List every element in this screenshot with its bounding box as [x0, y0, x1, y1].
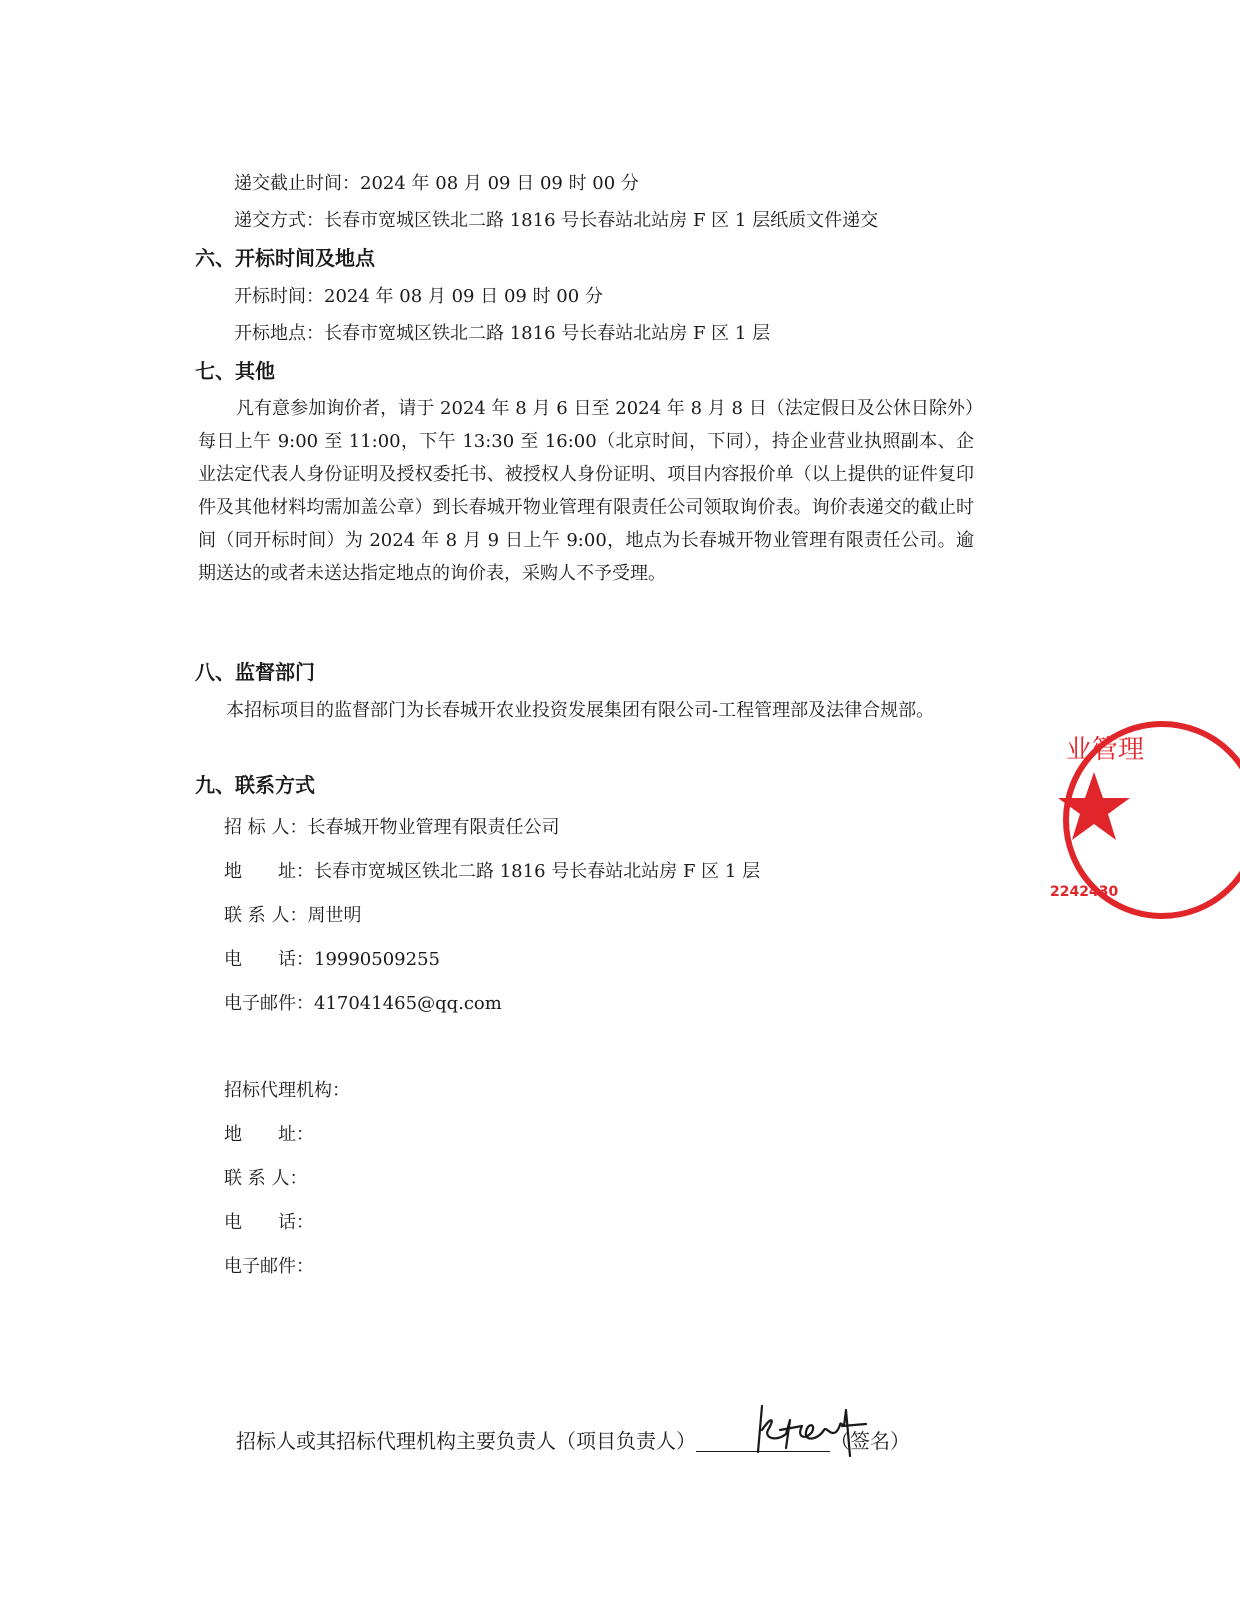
phone-label: 电 话：: [224, 949, 314, 970]
phone-value: 19990509255: [314, 949, 440, 970]
heading-bid-opening: 六、开标时间及地点: [195, 246, 375, 270]
other-paragraph: 凡有意参加询价者，请于 2024 年 8 月 6 日至 2024 年 8 月 8 日（法定假日及公休日除外）每日上午 9:00 至 11:00，下午 13:30 至 16:00（北京时间，下同），持企业营业执照副本、企业法定代表人身份证明及授权委托书、被授权人身份证明、项目内容报价单（以上提供的证件复印件及其他材料均需加盖公章）到长春城开物业管理有限责任公司领取询价表。询价表递交的截止时间（同开标时间）为 2024 年 8 月 9 日上午 9:00，地点为长春城开物业管理有限责任公司。逾期送达的或者未送达指定地点的询价表，采购人不予受理。: [198, 398, 974, 584]
heading-supervision: 八、监督部门: [195, 660, 315, 684]
signature-prefix: 招标人或其招标代理机构主要负责人（项目负责人）: [236, 1429, 696, 1453]
seal-text: 业管理: [1066, 735, 1145, 765]
bid-opening-time: 开标时间：2024 年 08 月 09 日 09 时 00 分: [234, 286, 603, 307]
agency-address-label: 地 址：: [224, 1124, 314, 1145]
address-label: 地 址：: [224, 861, 314, 882]
contact-row: [224, 904, 361, 928]
agency-title: 招标代理机构：: [224, 1080, 350, 1101]
signature-suffix: （签名）: [830, 1429, 910, 1453]
phone-row: [224, 948, 440, 972]
submission-method: 递交方式：长春市宽城区铁北二路 1816 号长春站北站房 F 区 1 层纸质文件递交: [234, 210, 879, 231]
supervision-paragraph: 本招标项目的监督部门为长春城开农业投资发展集团有限公司-工程管理部及法律合规部。: [226, 700, 935, 721]
email-label: 电子邮件：: [224, 993, 314, 1014]
address-value: 长春市宽城区铁北二路 1816 号长春站北站房 F 区 1 层: [314, 861, 761, 882]
agency-email-label: 电子邮件：: [224, 1256, 314, 1277]
tenderer-row: [224, 816, 559, 840]
email-value: 417041465@qq.com: [314, 993, 502, 1014]
contact-label: 联 系 人：: [224, 905, 308, 926]
email-row: [224, 992, 502, 1016]
submission-deadline: 递交截止时间：2024 年 08 月 09 日 09 时 00 分: [234, 173, 639, 194]
heading-other: 七、其他: [195, 359, 275, 383]
tenderer-value: 长春城开物业管理有限责任公司: [307, 817, 560, 838]
handwritten-signature: [746, 1396, 886, 1466]
contact-value: 周世明: [307, 905, 362, 926]
tenderer-label: 招 标 人：: [224, 817, 308, 838]
heading-contact: 九、联系方式: [195, 773, 315, 797]
red-seal: [1050, 718, 1151, 958]
address-row: [224, 860, 760, 884]
seal-stamp-icon: [1050, 718, 1240, 958]
seal-number: 2242430: [1050, 884, 1119, 900]
agency-phone-label: 电 话：: [224, 1212, 314, 1233]
bid-opening-place: 开标地点：长春市宽城区铁北二路 1816 号长春站北站房 F 区 1 层: [234, 323, 771, 344]
agency-contact-label: 联 系 人：: [224, 1168, 308, 1189]
